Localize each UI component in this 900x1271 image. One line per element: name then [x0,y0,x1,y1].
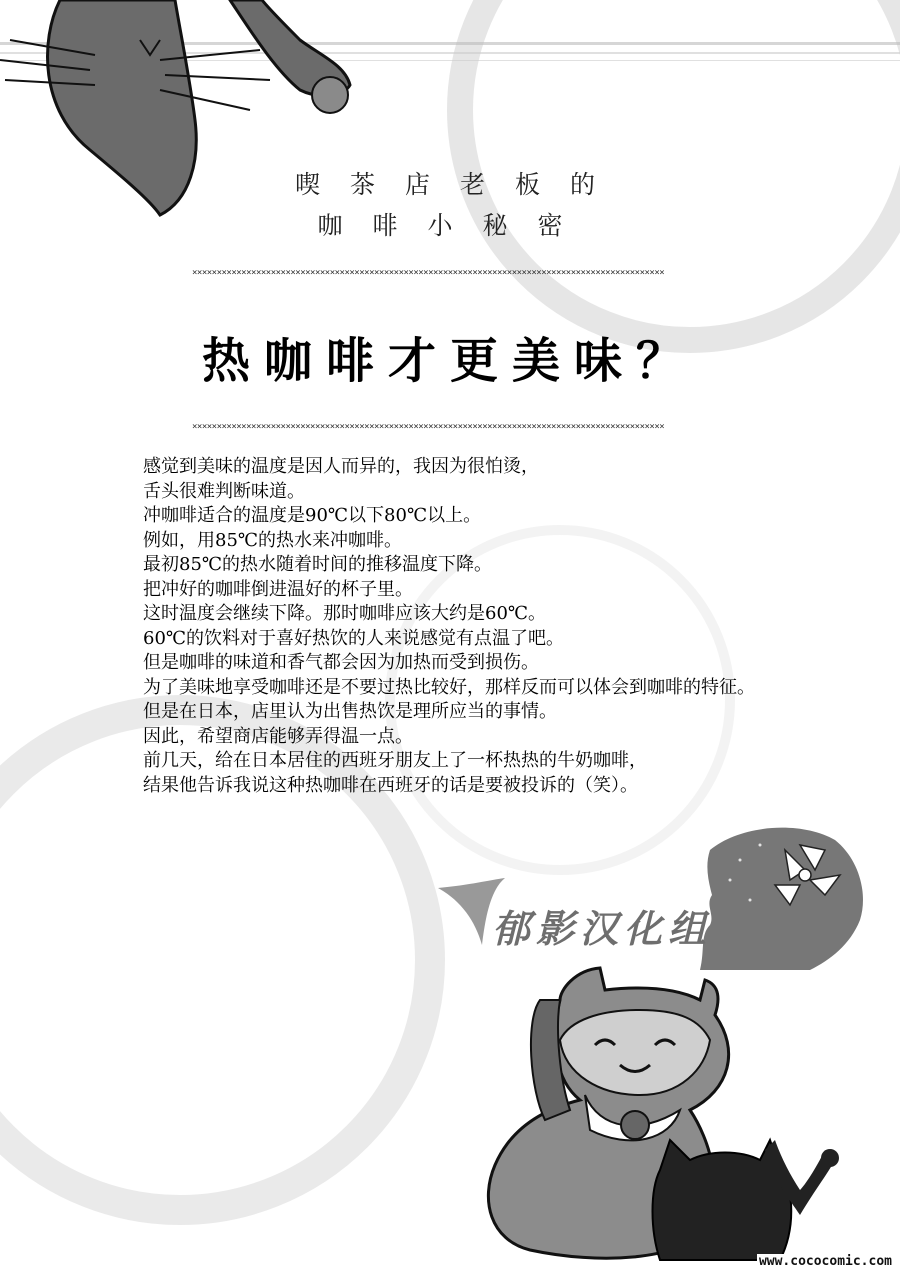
cross-stitch-divider-bottom: ×××××××××××××××××××××××××××××××××××××××××××××××××××××××××××××××××××××××××××××××××××××××××××××××× [192,422,665,432]
girl-silhouette-illustration [700,828,863,970]
body-line: 舌头很难判断味道。 [143,480,305,502]
cross-stitch-divider-top: ×××××××××××××××××××××××××××××××××××××××××××××××××××××××××××××××××××××××××××××××××××××××××××××××× [192,268,665,278]
subtitle-line-1: 喫茶店老板的 [294,170,625,199]
body-line: 因此，希望商店能够弄得温一点。 [143,725,413,747]
body-line: 感觉到美味的温度是因人而异的，我因为很怕烫， [143,456,539,477]
body-line: 最初85℃的热水随着时间的推移温度下降。 [143,554,493,575]
site-watermark: www.cococomic.com [758,1254,892,1269]
body-line: 冲咖啡适合的温度是90℃以下80℃以上。 [143,505,482,526]
black-cat-illustration [653,1140,840,1260]
body-text [143,455,888,798]
body-line: 例如，用85℃的热水来冲咖啡。 [143,529,403,551]
body-line: 把冲好的咖啡倒进温好的杯子里。 [143,578,413,600]
scanlation-group-credit: 郁影汉化组 [492,906,713,951]
body-line: 结果他告诉我说这种热咖啡在西班牙的话是要被投诉的（笑）。 [143,774,638,796]
body-line: 但是在日本，店里认为出售热饮是理所应当的事情。 [143,701,557,722]
page-title: 热咖啡才更美味？ [201,333,698,389]
body-line: 但是咖啡的味道和香气都会因为加热而受到损伤。 [143,652,539,673]
subtitle-line-2: 咖啡小秘密 [317,211,593,240]
body-line: 为了美味地享受咖啡还是不要过热比较好，那样反而可以体会到咖啡的特征。 [143,676,755,698]
body-line: 60℃的饮料对于喜好热饮的人来说感觉有点温了吧。 [143,627,565,649]
body-line: 前几天，给在日本居住的西班牙朋友上了一杯热热的牛奶咖啡， [143,750,647,771]
body-line: 这时温度会继续下降。那时咖啡应该大约是60℃。 [143,603,547,624]
